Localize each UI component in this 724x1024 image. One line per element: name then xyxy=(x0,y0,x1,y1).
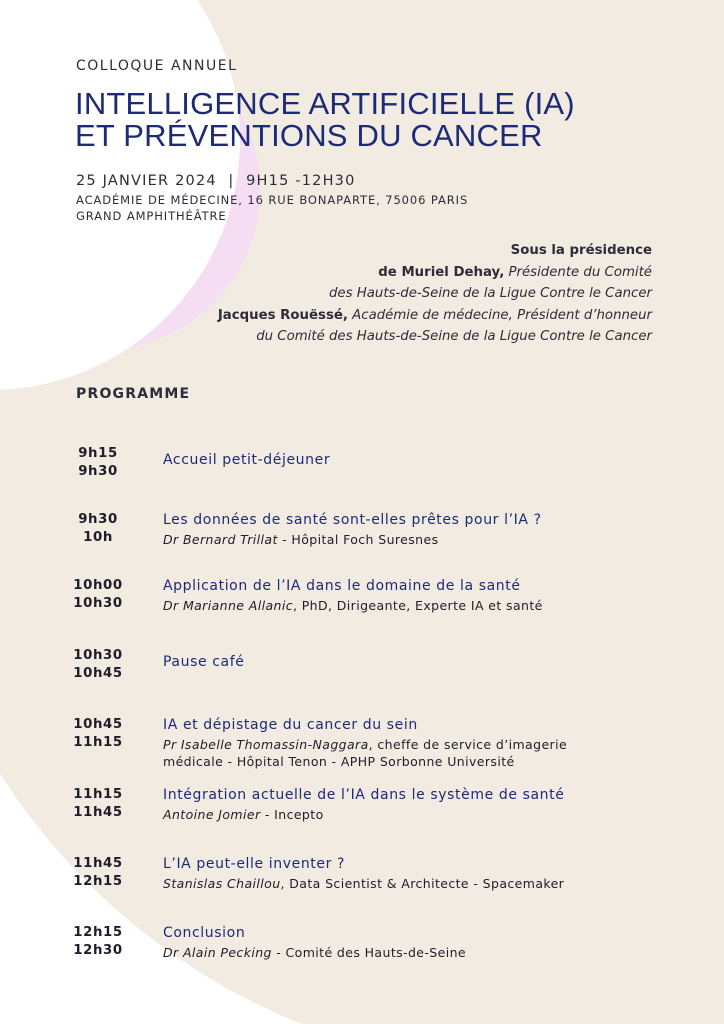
speaker xyxy=(163,944,683,961)
programme-heading: PROGRAMME xyxy=(76,386,191,402)
speaker-affiliation: - Hôpital Foch Suresnes xyxy=(277,532,439,547)
time-slot xyxy=(48,577,148,613)
session-description xyxy=(163,577,683,614)
event-kicker: COLLOQUE ANNUEL xyxy=(76,58,238,74)
speaker-line xyxy=(163,531,683,548)
speaker-affiliation: , PhD, Dirigeante, Experte IA et santé xyxy=(293,598,543,613)
end-time: 9h30 xyxy=(78,464,118,479)
session-title: Conclusion xyxy=(163,925,246,941)
start-time: 12h15 xyxy=(73,925,123,940)
time-slot xyxy=(48,511,148,547)
speaker-name: Antoine Jomier xyxy=(163,807,261,822)
speaker-name: Pr Isabelle Thomassin-Naggara xyxy=(163,737,369,752)
start-time: 10h30 xyxy=(73,648,123,663)
start-time: 10h45 xyxy=(73,717,123,732)
venue-line-1: ACADÉMIE DE MÉDECINE, 16 RUE BONAPARTE, 75006 PARIS xyxy=(76,193,469,207)
start-time: 9h30 xyxy=(78,512,118,527)
speaker-affiliation: , Data Scientist & Architecte - Spacemaker xyxy=(280,876,565,891)
time-slot xyxy=(48,855,148,891)
session-description xyxy=(163,653,683,671)
speaker-line xyxy=(163,806,683,823)
session-title: IA et dépistage du cancer du sein xyxy=(163,717,418,733)
event-title xyxy=(75,88,575,152)
speaker xyxy=(163,875,683,892)
session-description xyxy=(163,924,683,961)
end-time: 10h xyxy=(83,530,113,545)
session-description xyxy=(163,786,683,823)
session-title: Application de l’IA dans le domaine de la santé xyxy=(163,578,521,594)
time-slot xyxy=(48,924,148,960)
speaker xyxy=(163,806,683,823)
speaker-name: Dr Marianne Allanic xyxy=(163,598,293,613)
end-time: 11h15 xyxy=(73,735,123,750)
event-date: 25 JANVIER 2024 | 9H15 -12H30 xyxy=(76,173,356,189)
session-title: L’IA peut-elle inventer ? xyxy=(163,856,346,872)
event-venue xyxy=(76,192,468,224)
speaker xyxy=(163,736,683,770)
start-time: 11h45 xyxy=(73,856,123,871)
president-2-role-cont: du Comité des Hauts-de-Seine de la Ligue Contre le Cancer xyxy=(256,329,652,344)
session-title: Intégration actuelle de l’IA dans le système de santé xyxy=(163,787,565,803)
president-1-role-cont: des Hauts-de-Seine de la Ligue Contre le Cancer xyxy=(328,286,652,301)
president-1-name: Muriel Dehay, xyxy=(401,264,505,280)
title-line-1: INTELLIGENCE ARTIFICIELLE (IA) xyxy=(75,86,575,121)
presidence-block xyxy=(218,240,652,348)
time-slot xyxy=(48,716,148,752)
start-time: 11h15 xyxy=(73,787,123,802)
start-time: 9h15 xyxy=(78,446,118,461)
speaker xyxy=(163,597,683,614)
session-title: Les données de santé sont-elles prêtes pour l’IA ? xyxy=(163,512,542,528)
speaker-line xyxy=(163,597,683,614)
president-2-role: Académie de médecine, Président d’honneur xyxy=(347,307,652,323)
speaker-line xyxy=(163,875,683,892)
speaker-name: Dr Bernard Trillat xyxy=(163,532,278,547)
speaker-name: Dr Alain Pecking xyxy=(163,945,272,960)
speaker-affiliation: - Incepto xyxy=(260,807,324,822)
president-1-prefix: de xyxy=(378,264,402,280)
speaker-affiliation: , cheffe de service d’imagerie xyxy=(368,737,568,752)
president-2-name: Jacques Rouëssé, xyxy=(217,307,348,323)
president-1-role: Présidente du Comité xyxy=(504,264,652,280)
end-time: 11h45 xyxy=(73,805,123,820)
speaker xyxy=(163,531,683,548)
session-description xyxy=(163,451,683,469)
session-title: Pause café xyxy=(163,654,245,670)
speaker-name: Stanislas Chaillou xyxy=(163,876,281,891)
venue-line-2: GRAND AMPHITHÉÂTRE xyxy=(76,209,227,223)
end-time: 12h30 xyxy=(73,943,123,958)
session-title: Accueil petit-déjeuner xyxy=(163,452,331,468)
end-time: 12h15 xyxy=(73,874,123,889)
time-slot xyxy=(48,445,148,481)
time-slot xyxy=(48,786,148,822)
speaker-affiliation-cont: médicale - Hôpital Tenon - APHP Sorbonne Université xyxy=(163,754,515,769)
session-description xyxy=(163,716,683,770)
speaker-line xyxy=(163,944,683,961)
presidence-heading: Sous la présidence xyxy=(510,243,652,258)
session-description xyxy=(163,511,683,548)
time-slot xyxy=(48,647,148,683)
speaker-affiliation: - Comité des Hauts-de-Seine xyxy=(271,945,466,960)
start-time: 10h00 xyxy=(73,578,123,593)
speaker-line xyxy=(163,736,683,753)
title-line-2: ET PRÉVENTIONS DU CANCER xyxy=(75,118,543,153)
session-description xyxy=(163,855,683,892)
end-time: 10h45 xyxy=(73,666,123,681)
end-time: 10h30 xyxy=(73,596,123,611)
